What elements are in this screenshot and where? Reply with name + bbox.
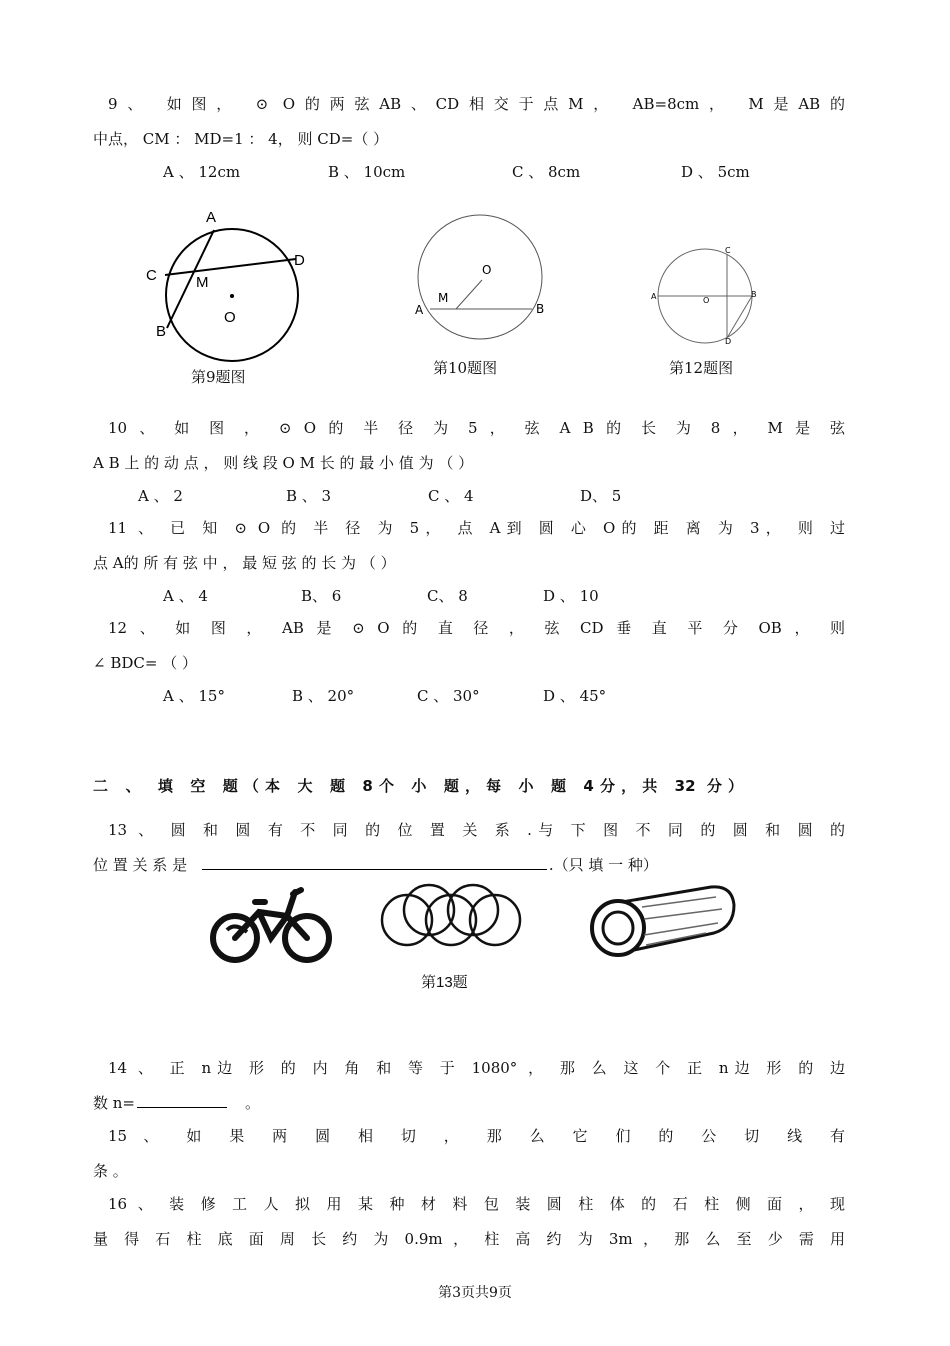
q12-option-d: D 、 45°: [543, 687, 607, 705]
q13-line2: [93, 855, 793, 875]
q15-line1: 15 、 如 果 两 圆 相 切 ， 那 么 它 们 的 公 切 线 有: [108, 1127, 845, 1145]
q14-line2-prefix: 数 n=: [93, 1094, 135, 1112]
fig9-label-b: B: [156, 323, 167, 340]
q10-line1: 10 、 如 图 ， ⊙ O 的 半 径 为 5 ， 弦 A B 的 长 为 8 ， M 是 弦: [108, 419, 845, 437]
q13-answer-blank[interactable]: [202, 855, 547, 870]
q16-line2: 量 得 石 柱 底 面 周 长 约 为 0.9m ， 柱 高 约 为 3m ， 那 么 至 少 需 用: [93, 1230, 845, 1248]
q9-option-a: A 、 12cm: [163, 163, 241, 181]
q15-line2: 条 。: [93, 1162, 128, 1180]
olympic-rings-image: [377, 884, 527, 964]
q16-line1: 16 、 装 修 工 人 拟 用 某 种 材 料 包 装 圆 柱 体 的 石 柱 侧 面 ， 现: [108, 1195, 845, 1213]
q10-option-c: C 、 4: [428, 487, 474, 505]
fig9-label-d: D: [294, 252, 305, 269]
fig9-caption: 第9题图: [191, 368, 246, 386]
q11-option-c: C、 8: [427, 587, 468, 605]
q14-line1: 14 、 正 n边 形 的 内 角 和 等 于 1080° ， 那 么 这 个 正 n边 形 的 边: [108, 1059, 845, 1077]
q10-option-b: B 、 3: [286, 487, 332, 505]
q14-line2-suffix: 。: [245, 1094, 261, 1112]
fig10-label-b: B: [536, 302, 545, 316]
q11-line1: 11 、 已 知 ⊙ O 的 半 径 为 5， 点 A到 圆 心 O的 距 离 为 3， 则 过: [108, 519, 845, 537]
q12-line2: ∠ BDC= （ ）: [93, 654, 197, 672]
fig12-label-a: A: [651, 292, 657, 301]
fig12-caption: 第12题图: [669, 359, 734, 377]
fig9-label-a: A: [206, 209, 217, 226]
fig10-label-o: O: [482, 263, 492, 277]
fig12-label-d: D: [725, 337, 732, 346]
bicycle-image: [207, 882, 337, 967]
q10-option-d: D、 5: [580, 487, 622, 505]
fig9-label-o: O: [224, 309, 236, 326]
q10-line2: A B 上 的 动 点 ， 则 线 段 O M 长 的 最 小 值 为 （ ）: [93, 454, 474, 472]
q12-option-c: C 、 30°: [417, 687, 480, 705]
q13-line2-prefix: 位 置 关 系 是: [93, 856, 188, 874]
q13-caption: 第13题: [421, 974, 468, 991]
q13-line1: 13 、 圆 和 圆 有 不 同 的 位 置 关 系 .与 下 图 不 同 的 圆 和 圆 的: [108, 821, 845, 839]
q11-option-d: D 、 10: [543, 587, 599, 605]
figure-10: [410, 210, 570, 350]
figure-12: [648, 243, 778, 353]
q9-line2: 中点， CM ： MD=1 ： 4， 则 CD=（ ）: [93, 130, 389, 148]
q9-option-b: B 、 10cm: [328, 163, 406, 181]
fig10-label-m: M: [438, 291, 449, 305]
fig9-label-c: C: [146, 267, 157, 284]
q12-line1: 12 、 如 图 ， AB 是 ⊙ O 的 直 径 ， 弦 CD 垂 直 平 分 OB ， 则: [108, 619, 845, 637]
q11-option-a: A 、 4: [163, 587, 208, 605]
page-footer: 第3页共9页: [438, 1285, 512, 1301]
q14-line2: [93, 1093, 493, 1113]
q9-option-c: C 、 8cm: [512, 163, 581, 181]
q11-line2: 点 A的 所 有 弦 中 ， 最 短 弦 的 长 为 （ ）: [93, 554, 396, 572]
fig9-label-m: M: [196, 274, 209, 291]
q12-option-b: B 、 20°: [292, 687, 355, 705]
pipe-image: [586, 883, 736, 963]
q14-answer-blank[interactable]: [137, 1093, 227, 1108]
fig12-label-b: B: [751, 290, 757, 299]
q9-line1: 9、 如图， ⊙ O的两弦AB、CD相交于点M， AB=8cm， M是AB的: [108, 95, 845, 113]
section-heading: 二 、 填 空 题（本 大 题 8个 小 题，每 小 题 4分，共 32 分）: [93, 777, 743, 795]
fig12-label-c: C: [725, 246, 731, 255]
fig10-caption: 第10题图: [433, 359, 498, 377]
fig10-label-a: A: [415, 303, 424, 317]
q10-option-a: A 、 2: [138, 487, 183, 505]
q12-option-a: A 、 15°: [163, 687, 225, 705]
fig12-label-o: O: [703, 296, 710, 305]
q9-option-d: D 、 5cm: [681, 163, 750, 181]
q11-option-b: B、 6: [301, 587, 342, 605]
figure-9: [140, 200, 340, 380]
q13-line2-suffix: .（只 填 一 种）: [548, 856, 658, 874]
